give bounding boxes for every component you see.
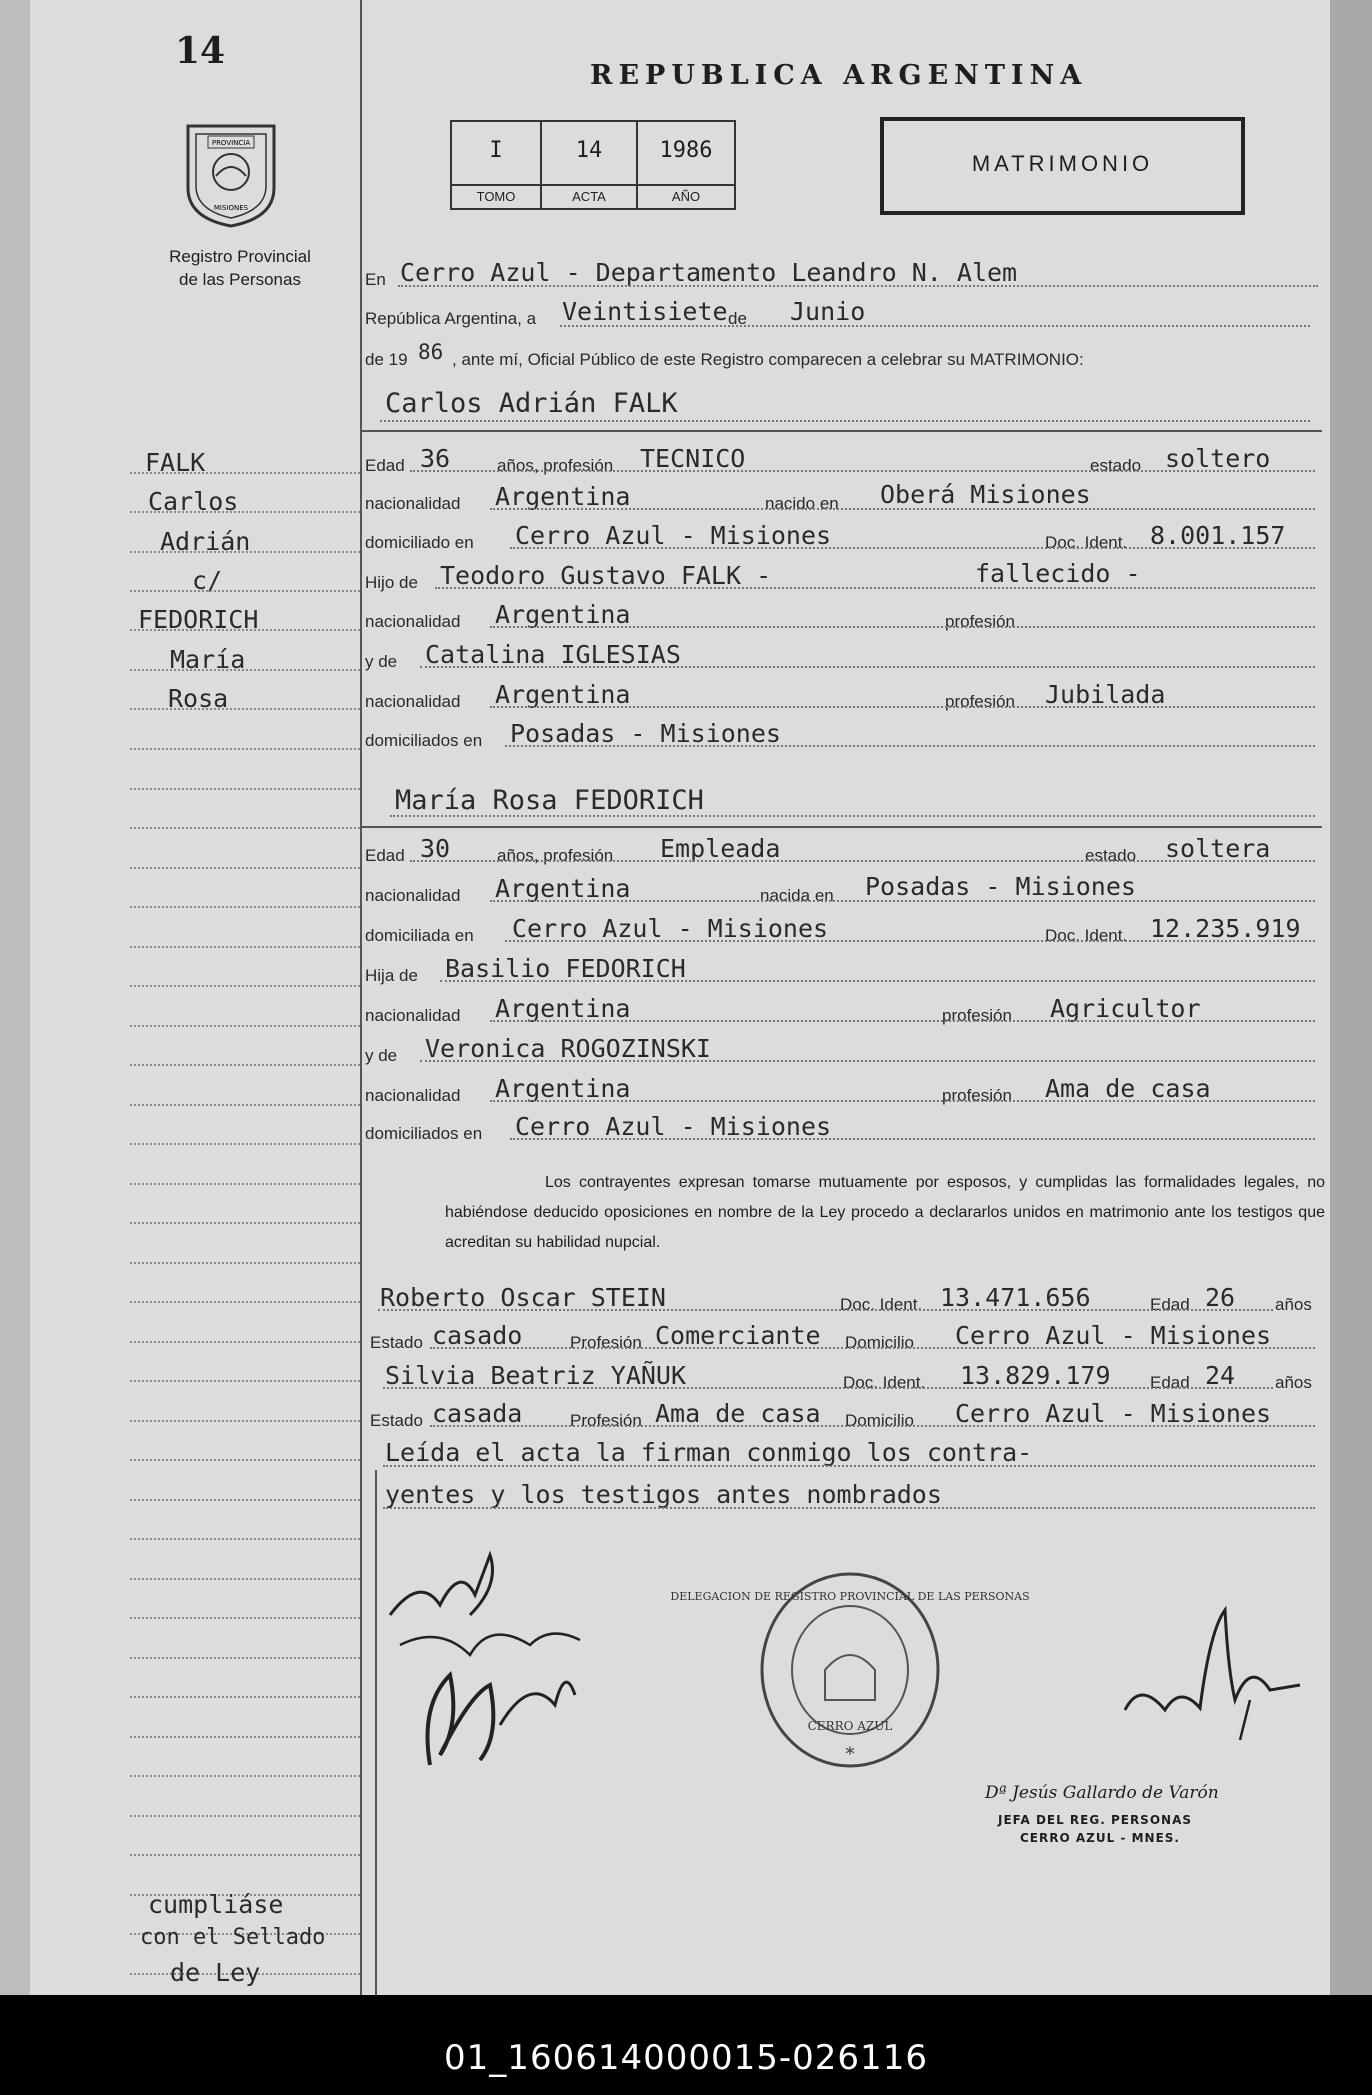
closing-line2: yentes y los testigos antes nombrados bbox=[385, 1480, 942, 1509]
c2-madre: Veronica ROGOZINSKI bbox=[425, 1034, 711, 1063]
margin-rule-line bbox=[130, 1578, 360, 1580]
matrimonio-label: MATRIMONIO bbox=[971, 151, 1154, 176]
c1-madre-nacionalidad: Argentina bbox=[495, 680, 631, 709]
t2-anos-label: años bbox=[1275, 1373, 1312, 1392]
c1-nacido-en: Oberá Misiones bbox=[880, 480, 1091, 509]
margin-footer-1: cumpliáse bbox=[148, 1890, 284, 1919]
margin-rule-line bbox=[130, 867, 360, 869]
c2-nacida-label: nacida en bbox=[760, 886, 834, 905]
de-label: de bbox=[728, 309, 747, 328]
margin-rule-line bbox=[130, 1775, 360, 1777]
c2-profesion: Empleada bbox=[660, 834, 781, 863]
c2-padre: Basilio FEDORICH bbox=[445, 954, 686, 983]
c2-doc: 12.235.919 bbox=[1150, 914, 1301, 943]
c1-nacionalidad: Argentina bbox=[495, 482, 631, 511]
t1-profesion-label: Profesión bbox=[570, 1333, 642, 1352]
margin-rule-line bbox=[130, 1499, 360, 1501]
c1-padre-estado: fallecido - bbox=[975, 559, 1141, 588]
t1-doc-label: Doc. Ident. bbox=[840, 1295, 923, 1314]
emblem-bottom-text: MISIONES bbox=[213, 204, 249, 212]
t2-profesion: Ama de casa bbox=[655, 1399, 821, 1428]
c1-edad: 36 bbox=[420, 444, 451, 473]
republica-label: República Argentina, a bbox=[365, 309, 537, 328]
t1-estado: casado bbox=[432, 1321, 523, 1350]
ano-suffix: 86 bbox=[418, 340, 444, 364]
c1-madre-profesion-label: profesión bbox=[945, 692, 1015, 711]
official-stamp-icon bbox=[670, 1570, 1030, 1780]
margin-rule-line bbox=[130, 1064, 360, 1066]
tomo-value: I bbox=[489, 138, 503, 163]
c1-padre-nacionalidad-label: nacionalidad bbox=[365, 612, 461, 631]
margin-note-1: FALK bbox=[145, 448, 206, 477]
margin-note-5: FEDORICH bbox=[138, 605, 259, 634]
registry-label-line2: de las Personas bbox=[179, 270, 301, 289]
closing-line1: Leída el acta la firman conmigo los contra- bbox=[385, 1438, 1033, 1467]
c2-yde-label: y de bbox=[365, 1046, 398, 1065]
c2-madre-profesion: Ama de casa bbox=[1045, 1074, 1211, 1103]
c1-madre: Catalina IGLESIAS bbox=[425, 640, 681, 669]
c2-profesion-label: años, profesión bbox=[497, 846, 614, 865]
margin-rule-line bbox=[130, 788, 360, 790]
c2-edad: 30 bbox=[420, 834, 451, 863]
c2-estado: soltera bbox=[1165, 834, 1271, 863]
margin-rule-line bbox=[130, 1538, 360, 1540]
t1-anos-label: años bbox=[1275, 1295, 1312, 1314]
c1-edad-label: Edad bbox=[365, 456, 405, 475]
t1-estado-label: Estado bbox=[370, 1333, 423, 1352]
header-title: REPUBLICA ARGENTINA bbox=[590, 60, 1088, 91]
c2-padres-domicilio-label: domiciliados en bbox=[365, 1124, 483, 1143]
acta-box bbox=[450, 120, 736, 210]
margin-rule-line bbox=[130, 1262, 360, 1264]
c1-profesion-label: años, profesión bbox=[497, 456, 614, 475]
t2-doc-label: Doc. Ident. bbox=[843, 1373, 926, 1392]
margin-note-2: Carlos bbox=[148, 487, 239, 516]
officer-signature-icon bbox=[1110, 1590, 1310, 1750]
c1-nacionalidad-label: nacionalidad bbox=[365, 494, 461, 513]
margin-rule-line bbox=[130, 906, 360, 908]
c2-padre-profesion: Agricultor bbox=[1050, 994, 1201, 1023]
margin-note-6: María bbox=[170, 645, 246, 674]
c2-padre-profesion-label: profesión bbox=[942, 1006, 1012, 1025]
tomo-label: TOMO bbox=[452, 184, 540, 209]
dia-value: Veintisiete bbox=[562, 297, 728, 326]
c1-profesion: TECNICO bbox=[640, 444, 746, 473]
margin-divider bbox=[360, 0, 362, 1995]
t1-profesion: Comerciante bbox=[655, 1321, 821, 1350]
acta-label: ACTA bbox=[542, 184, 636, 209]
contrayente2-nombre: María Rosa FEDORICH bbox=[395, 785, 704, 816]
margin-rule-line bbox=[130, 1815, 360, 1817]
c1-domicilio-label: domiciliado en bbox=[365, 533, 474, 552]
margin-rule-line bbox=[130, 1301, 360, 1303]
signatures-scribble-icon bbox=[380, 1525, 600, 1775]
stamp-text-top: DELEGACION DE REGISTRO PROVINCIAL DE LAS PERSONAS bbox=[670, 1590, 1030, 1603]
right-page-edge bbox=[1330, 0, 1372, 1995]
margin-note-3: Adrián bbox=[160, 527, 251, 556]
margin-rule-line bbox=[130, 1459, 360, 1461]
ano-label: AÑO bbox=[638, 184, 734, 209]
margin-rule-line bbox=[130, 748, 360, 750]
margin-rule-line bbox=[130, 1854, 360, 1856]
c1-padre-nacionalidad: Argentina bbox=[495, 600, 631, 629]
margin-rule-line bbox=[130, 1025, 360, 1027]
c2-madre-nacionalidad: Argentina bbox=[495, 1074, 631, 1103]
c2-edad-label: Edad bbox=[365, 846, 405, 865]
c2-doc-label: Doc. Ident. bbox=[1045, 926, 1128, 945]
c1-domicilio: Cerro Azul - Misiones bbox=[515, 521, 832, 550]
footer-id: 01_160614000015-026116 bbox=[444, 2038, 928, 2078]
registry-label-line1: Registro Provincial bbox=[169, 247, 311, 266]
c2-nacida-en: Posadas - Misiones bbox=[865, 872, 1136, 901]
margin-note-4: c/ bbox=[192, 566, 223, 595]
t1-domicilio: Cerro Azul - Misiones bbox=[955, 1321, 1272, 1350]
c2-estado-label: estado bbox=[1085, 846, 1137, 865]
c2-padre-nacionalidad: Argentina bbox=[495, 994, 631, 1023]
lugar-value: Cerro Azul - Departamento Leandro N. Alem bbox=[400, 258, 1018, 287]
comparecen-text: , ante mí, Oficial Público de este Registro comparecen a celebrar su MATRIMONIO: bbox=[452, 350, 1084, 369]
t2-edad: 24 bbox=[1205, 1361, 1236, 1390]
c2-padres-domicilio: Cerro Azul - Misiones bbox=[515, 1112, 832, 1141]
page-number: 14 bbox=[175, 30, 226, 72]
margin-rule-line bbox=[130, 1341, 360, 1343]
margin-note-7: Rosa bbox=[168, 684, 229, 713]
margin-rule-line bbox=[130, 946, 360, 948]
margin-rule-line bbox=[130, 1104, 360, 1106]
c1-estado-label: estado bbox=[1090, 456, 1142, 475]
margin-rule-line bbox=[130, 1183, 360, 1185]
c2-padre-nacionalidad-label: nacionalidad bbox=[365, 1006, 461, 1025]
mes-value: Junio bbox=[790, 297, 866, 326]
en-label: En bbox=[365, 270, 386, 289]
t1-edad: 26 bbox=[1205, 1283, 1236, 1312]
c1-yde-label: y de bbox=[365, 652, 398, 671]
c2-domicilio: Cerro Azul - Misiones bbox=[512, 914, 829, 943]
margin-rule-line bbox=[130, 1696, 360, 1698]
c1-padre: Teodoro Gustavo FALK - bbox=[440, 561, 772, 590]
c2-nacionalidad: Argentina bbox=[495, 874, 631, 903]
t1-nombre: Roberto Oscar STEIN bbox=[380, 1283, 666, 1312]
margin-footer-2: con el Sellado bbox=[140, 1925, 326, 1950]
t2-doc: 13.829.179 bbox=[960, 1361, 1111, 1390]
t2-edad-label: Edad bbox=[1150, 1373, 1190, 1392]
c2-domicilio-label: domiciliada en bbox=[365, 926, 474, 945]
c2-madre-nacionalidad-label: nacionalidad bbox=[365, 1086, 461, 1105]
inner-divider bbox=[375, 1470, 377, 1995]
margin-rule-line bbox=[130, 1380, 360, 1382]
left-binding-edge bbox=[0, 0, 30, 1995]
c1-madre-profesion: Jubilada bbox=[1045, 680, 1166, 709]
registry-emblem-icon bbox=[178, 118, 284, 230]
ano-value: 1986 bbox=[659, 138, 713, 163]
c1-doc-label: Doc. Ident. bbox=[1045, 533, 1128, 552]
officer-name: Dª Jesús Gallardo de Varón bbox=[985, 1783, 1219, 1803]
c1-nacido-label: nacido en bbox=[765, 494, 839, 513]
c1-padres-domicilio: Posadas - Misiones bbox=[510, 719, 781, 748]
matrimonio-box bbox=[880, 117, 1245, 215]
margin-rule-line bbox=[130, 985, 360, 987]
t2-domicilio-label: Domicilio bbox=[845, 1411, 914, 1430]
t2-estado: casada bbox=[432, 1399, 523, 1428]
c1-doc: 8.001.157 bbox=[1150, 521, 1286, 550]
c2-madre-profesion-label: profesión bbox=[942, 1086, 1012, 1105]
c1-madre-nacionalidad-label: nacionalidad bbox=[365, 692, 461, 711]
de19-label: de 19 bbox=[365, 350, 408, 369]
c2-hija-label: Hija de bbox=[365, 966, 418, 985]
t2-estado-label: Estado bbox=[370, 1411, 423, 1430]
contrayente1-nombre: Carlos Adrián FALK bbox=[385, 388, 678, 419]
c2-nacionalidad-label: nacionalidad bbox=[365, 886, 461, 905]
emblem-top-text: PROVINCIA bbox=[211, 139, 251, 147]
t1-edad-label: Edad bbox=[1150, 1295, 1190, 1314]
c1-padres-domicilio-label: domiciliados en bbox=[365, 731, 483, 750]
margin-rule-line bbox=[130, 1143, 360, 1145]
margin-footer-3: de Ley bbox=[170, 1958, 261, 1987]
c1-estado: soltero bbox=[1165, 444, 1271, 473]
officer-title: JEFA DEL REG. PERSONAS bbox=[998, 1813, 1193, 1827]
margin-rule-line bbox=[130, 827, 360, 829]
acta-value: 14 bbox=[575, 138, 603, 163]
margin-rule-line bbox=[130, 1657, 360, 1659]
margin-rule-line bbox=[130, 1736, 360, 1738]
t2-profesion-label: Profesión bbox=[570, 1411, 642, 1430]
margin-rule-line bbox=[130, 1617, 360, 1619]
registry-label bbox=[135, 245, 345, 291]
t2-domicilio: Cerro Azul - Misiones bbox=[955, 1399, 1272, 1428]
margin-rule-line bbox=[130, 1222, 360, 1224]
t2-nombre: Silvia Beatriz YAÑUK bbox=[385, 1361, 687, 1390]
margin-rule-line bbox=[130, 1420, 360, 1422]
t1-domicilio-label: Domicilio bbox=[845, 1333, 914, 1352]
t1-doc: 13.471.656 bbox=[940, 1283, 1091, 1312]
officer-place: CERRO AZUL - MNES. bbox=[1020, 1831, 1180, 1845]
c1-padre-profesion-label: profesión bbox=[945, 612, 1015, 631]
stamp-text-bottom: CERRO AZUL bbox=[807, 1719, 893, 1733]
declaration-text: Los contrayentes expresan tomarse mutuamente por esposos, y cumplidas las formalidades legales, no habiéndose deducido oposiciones en nombre de la Ley procedo a declararlos unidos en matrimonio ante los testigos que acreditan su habilidad nupcial. bbox=[445, 1174, 1325, 1251]
c1-hijo-label: Hijo de bbox=[365, 573, 418, 592]
stamp-star: * bbox=[845, 1744, 855, 1765]
